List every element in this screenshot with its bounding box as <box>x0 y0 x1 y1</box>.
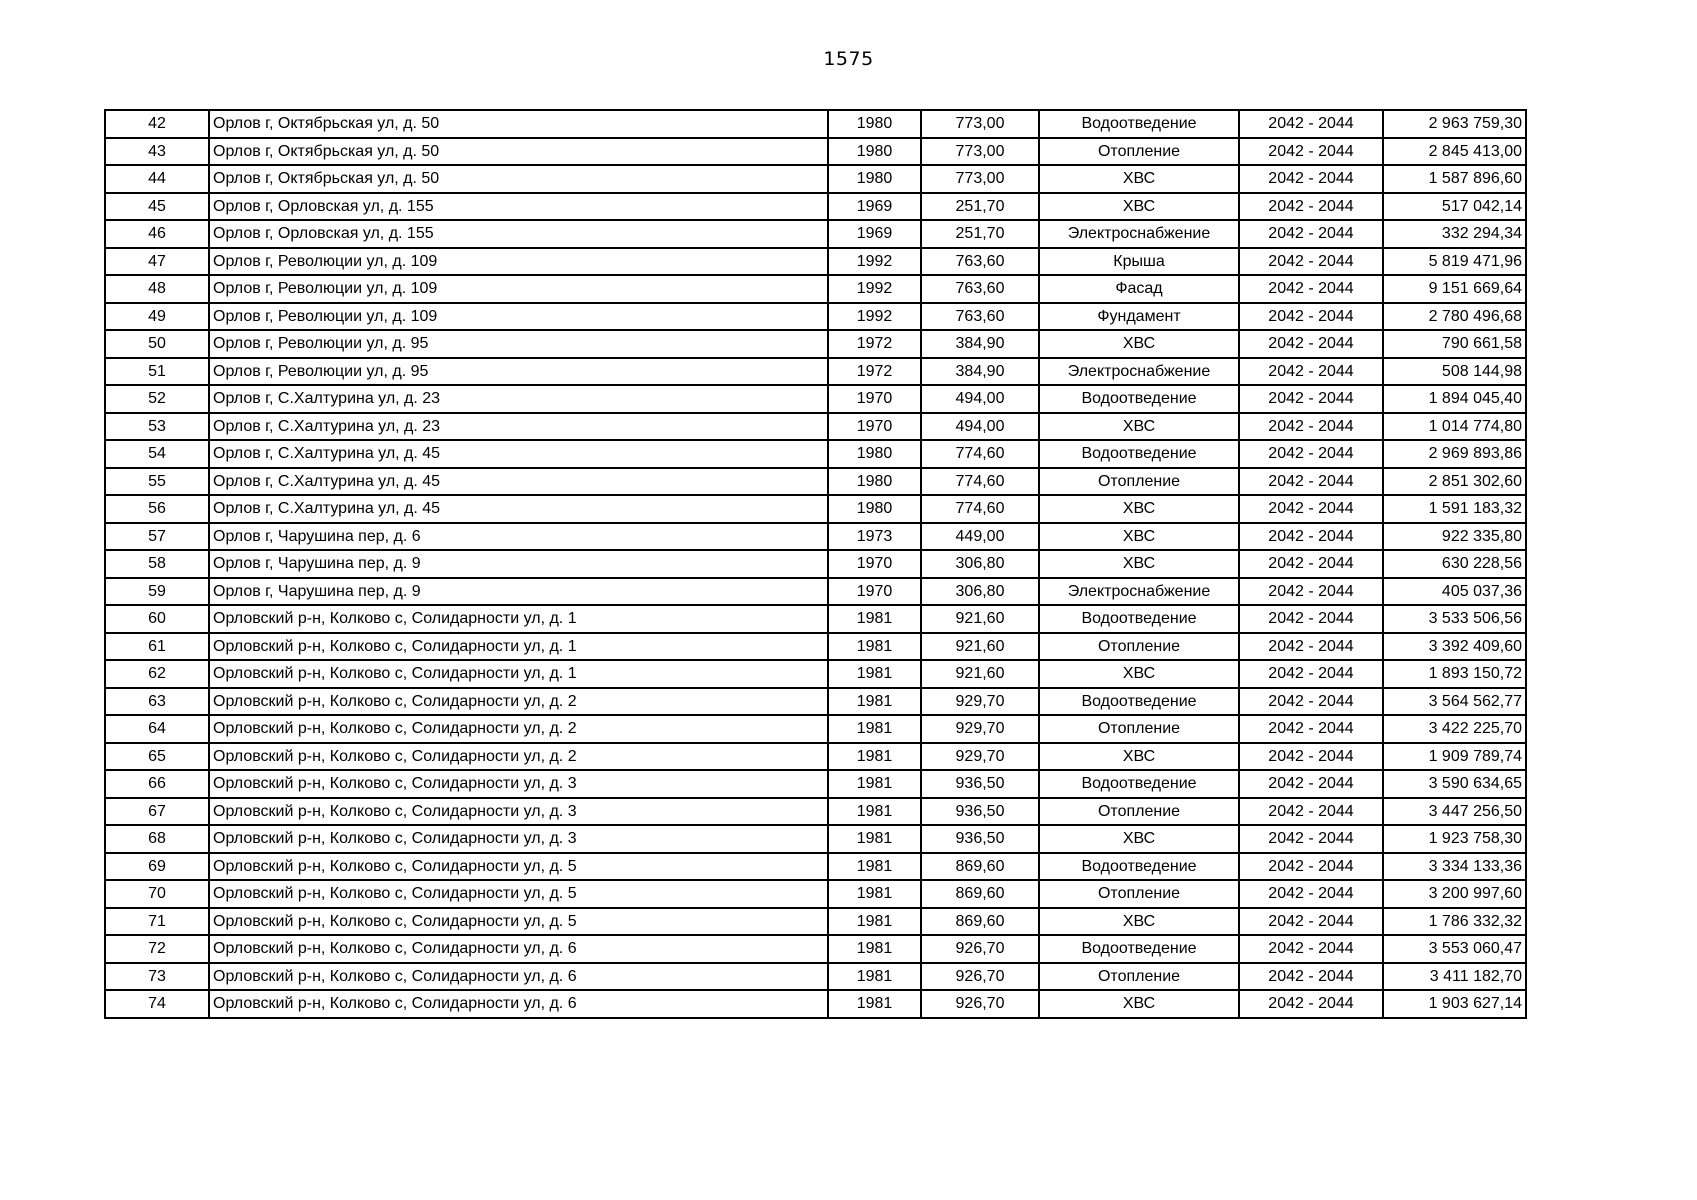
area-cell: 774,60 <box>921 440 1039 468</box>
work-type-cell: ХВС <box>1039 523 1239 551</box>
address-cell: Орловский р-н, Колково с, Солидарности ул, д. 5 <box>209 880 828 908</box>
work-type-cell: Водоотведение <box>1039 605 1239 633</box>
period-cell: 2042 - 2044 <box>1239 220 1383 248</box>
period-cell: 2042 - 2044 <box>1239 853 1383 881</box>
address-cell: Орлов г, Октябрьская ул, д. 50 <box>209 165 828 193</box>
area-cell: 251,70 <box>921 220 1039 248</box>
table-row <box>105 248 1526 276</box>
row-number-cell: 68 <box>105 825 209 853</box>
area-cell: 936,50 <box>921 798 1039 826</box>
table-row <box>105 605 1526 633</box>
table-row <box>105 935 1526 963</box>
row-number-cell: 57 <box>105 523 209 551</box>
area-cell: 494,00 <box>921 385 1039 413</box>
year-cell: 1981 <box>828 853 921 881</box>
table-row <box>105 495 1526 523</box>
work-type-cell: ХВС <box>1039 550 1239 578</box>
year-cell: 1992 <box>828 303 921 331</box>
cost-cell: 3 422 225,70 <box>1383 715 1526 743</box>
area-cell: 494,00 <box>921 413 1039 441</box>
year-cell: 1981 <box>828 605 921 633</box>
work-type-cell: ХВС <box>1039 193 1239 221</box>
table-row <box>105 633 1526 661</box>
row-number-cell: 60 <box>105 605 209 633</box>
period-cell: 2042 - 2044 <box>1239 440 1383 468</box>
address-cell: Орловский р-н, Колково с, Солидарности ул, д. 5 <box>209 908 828 936</box>
table-row <box>105 220 1526 248</box>
work-type-cell: Отопление <box>1039 715 1239 743</box>
row-number-cell: 56 <box>105 495 209 523</box>
period-cell: 2042 - 2044 <box>1239 743 1383 771</box>
year-cell: 1970 <box>828 385 921 413</box>
row-number-cell: 59 <box>105 578 209 606</box>
address-cell: Орлов г, Октябрьская ул, д. 50 <box>209 110 828 138</box>
year-cell: 1969 <box>828 193 921 221</box>
row-number-cell: 42 <box>105 110 209 138</box>
page-number: 1575 <box>823 48 874 70</box>
cost-cell: 508 144,98 <box>1383 358 1526 386</box>
area-cell: 921,60 <box>921 633 1039 661</box>
year-cell: 1981 <box>828 990 921 1018</box>
work-type-cell: Отопление <box>1039 963 1239 991</box>
work-type-cell: ХВС <box>1039 413 1239 441</box>
cost-cell: 1 903 627,14 <box>1383 990 1526 1018</box>
address-cell: Орловский р-н, Колково с, Солидарности ул, д. 6 <box>209 963 828 991</box>
row-number-cell: 50 <box>105 330 209 358</box>
period-cell: 2042 - 2044 <box>1239 578 1383 606</box>
address-cell: Орловский р-н, Колково с, Солидарности ул, д. 6 <box>209 990 828 1018</box>
table-row <box>105 660 1526 688</box>
address-cell: Орлов г, Революции ул, д. 95 <box>209 358 828 386</box>
table-row <box>105 908 1526 936</box>
year-cell: 1980 <box>828 440 921 468</box>
year-cell: 1981 <box>828 660 921 688</box>
area-cell: 773,00 <box>921 110 1039 138</box>
work-type-cell: Водоотведение <box>1039 440 1239 468</box>
cost-cell: 3 200 997,60 <box>1383 880 1526 908</box>
table-row <box>105 743 1526 771</box>
period-cell: 2042 - 2044 <box>1239 990 1383 1018</box>
period-cell: 2042 - 2044 <box>1239 633 1383 661</box>
table-row <box>105 798 1526 826</box>
period-cell: 2042 - 2044 <box>1239 303 1383 331</box>
table-row <box>105 853 1526 881</box>
area-cell: 921,60 <box>921 605 1039 633</box>
cost-cell: 2 845 413,00 <box>1383 138 1526 166</box>
year-cell: 1980 <box>828 165 921 193</box>
work-type-cell: Фундамент <box>1039 303 1239 331</box>
period-cell: 2042 - 2044 <box>1239 715 1383 743</box>
table-row <box>105 523 1526 551</box>
work-type-cell: Водоотведение <box>1039 385 1239 413</box>
row-number-cell: 58 <box>105 550 209 578</box>
period-cell: 2042 - 2044 <box>1239 330 1383 358</box>
row-number-cell: 64 <box>105 715 209 743</box>
row-number-cell: 46 <box>105 220 209 248</box>
row-number-cell: 69 <box>105 853 209 881</box>
address-cell: Орловский р-н, Колково с, Солидарности ул, д. 2 <box>209 688 828 716</box>
area-cell: 926,70 <box>921 990 1039 1018</box>
area-cell: 763,60 <box>921 303 1039 331</box>
year-cell: 1972 <box>828 330 921 358</box>
address-cell: Орлов г, Орловская ул, д. 155 <box>209 220 828 248</box>
address-cell: Орловский р-н, Колково с, Солидарности ул, д. 3 <box>209 770 828 798</box>
period-cell: 2042 - 2044 <box>1239 770 1383 798</box>
work-type-cell: Фасад <box>1039 275 1239 303</box>
year-cell: 1981 <box>828 880 921 908</box>
area-cell: 773,00 <box>921 165 1039 193</box>
row-number-cell: 74 <box>105 990 209 1018</box>
address-cell: Орлов г, С.Халтурина ул, д. 45 <box>209 440 828 468</box>
period-cell: 2042 - 2044 <box>1239 495 1383 523</box>
work-type-cell: ХВС <box>1039 743 1239 771</box>
cost-cell: 630 228,56 <box>1383 550 1526 578</box>
work-type-cell: ХВС <box>1039 990 1239 1018</box>
table-row <box>105 880 1526 908</box>
year-cell: 1970 <box>828 413 921 441</box>
cost-cell: 332 294,34 <box>1383 220 1526 248</box>
address-cell: Орлов г, Революции ул, д. 109 <box>209 275 828 303</box>
address-cell: Орлов г, Орловская ул, д. 155 <box>209 193 828 221</box>
year-cell: 1972 <box>828 358 921 386</box>
year-cell: 1981 <box>828 688 921 716</box>
work-type-cell: Крыша <box>1039 248 1239 276</box>
cost-cell: 3 564 562,77 <box>1383 688 1526 716</box>
period-cell: 2042 - 2044 <box>1239 963 1383 991</box>
row-number-cell: 54 <box>105 440 209 468</box>
area-cell: 926,70 <box>921 963 1039 991</box>
cost-cell: 3 533 506,56 <box>1383 605 1526 633</box>
year-cell: 1973 <box>828 523 921 551</box>
work-type-cell: Водоотведение <box>1039 110 1239 138</box>
year-cell: 1981 <box>828 743 921 771</box>
area-cell: 929,70 <box>921 743 1039 771</box>
address-cell: Орловский р-н, Колково с, Солидарности ул, д. 6 <box>209 935 828 963</box>
year-cell: 1969 <box>828 220 921 248</box>
cost-cell: 9 151 669,64 <box>1383 275 1526 303</box>
work-type-cell: Электроснабжение <box>1039 358 1239 386</box>
work-type-cell: Отопление <box>1039 633 1239 661</box>
table-row <box>105 358 1526 386</box>
cost-cell: 1 587 896,60 <box>1383 165 1526 193</box>
work-type-cell: ХВС <box>1039 825 1239 853</box>
address-cell: Орловский р-н, Колково с, Солидарности ул, д. 1 <box>209 660 828 688</box>
row-number-cell: 65 <box>105 743 209 771</box>
table-row <box>105 193 1526 221</box>
year-cell: 1992 <box>828 275 921 303</box>
cost-cell: 3 411 182,70 <box>1383 963 1526 991</box>
cost-cell: 517 042,14 <box>1383 193 1526 221</box>
area-cell: 926,70 <box>921 935 1039 963</box>
address-cell: Орлов г, Революции ул, д. 109 <box>209 248 828 276</box>
row-number-cell: 61 <box>105 633 209 661</box>
work-type-cell: ХВС <box>1039 908 1239 936</box>
row-number-cell: 45 <box>105 193 209 221</box>
address-cell: Орловский р-н, Колково с, Солидарности ул, д. 2 <box>209 715 828 743</box>
table-row <box>105 688 1526 716</box>
cost-cell: 3 553 060,47 <box>1383 935 1526 963</box>
period-cell: 2042 - 2044 <box>1239 935 1383 963</box>
period-cell: 2042 - 2044 <box>1239 825 1383 853</box>
work-type-cell: ХВС <box>1039 330 1239 358</box>
year-cell: 1980 <box>828 468 921 496</box>
work-type-cell: Отопление <box>1039 138 1239 166</box>
row-number-cell: 71 <box>105 908 209 936</box>
period-cell: 2042 - 2044 <box>1239 605 1383 633</box>
address-cell: Орлов г, Октябрьская ул, д. 50 <box>209 138 828 166</box>
period-cell: 2042 - 2044 <box>1239 468 1383 496</box>
table-row <box>105 825 1526 853</box>
address-cell: Орлов г, Революции ул, д. 109 <box>209 303 828 331</box>
address-cell: Орловский р-н, Колково с, Солидарности ул, д. 5 <box>209 853 828 881</box>
year-cell: 1980 <box>828 138 921 166</box>
cost-cell: 3 334 133,36 <box>1383 853 1526 881</box>
table-row <box>105 440 1526 468</box>
row-number-cell: 66 <box>105 770 209 798</box>
cost-cell: 5 819 471,96 <box>1383 248 1526 276</box>
row-number-cell: 73 <box>105 963 209 991</box>
area-cell: 251,70 <box>921 193 1039 221</box>
area-cell: 921,60 <box>921 660 1039 688</box>
row-number-cell: 55 <box>105 468 209 496</box>
period-cell: 2042 - 2044 <box>1239 110 1383 138</box>
year-cell: 1981 <box>828 770 921 798</box>
cost-cell: 922 335,80 <box>1383 523 1526 551</box>
year-cell: 1981 <box>828 825 921 853</box>
row-number-cell: 72 <box>105 935 209 963</box>
area-cell: 306,80 <box>921 550 1039 578</box>
period-cell: 2042 - 2044 <box>1239 550 1383 578</box>
period-cell: 2042 - 2044 <box>1239 413 1383 441</box>
year-cell: 1981 <box>828 935 921 963</box>
area-cell: 936,50 <box>921 770 1039 798</box>
area-cell: 773,00 <box>921 138 1039 166</box>
table-row <box>105 963 1526 991</box>
cost-cell: 790 661,58 <box>1383 330 1526 358</box>
address-cell: Орлов г, Чарушина пер, д. 9 <box>209 550 828 578</box>
year-cell: 1970 <box>828 578 921 606</box>
area-cell: 774,60 <box>921 468 1039 496</box>
area-cell: 774,60 <box>921 495 1039 523</box>
year-cell: 1980 <box>828 495 921 523</box>
cost-cell: 2 851 302,60 <box>1383 468 1526 496</box>
work-type-cell: ХВС <box>1039 660 1239 688</box>
table-row <box>105 330 1526 358</box>
address-cell: Орлов г, Революции ул, д. 95 <box>209 330 828 358</box>
row-number-cell: 48 <box>105 275 209 303</box>
table-row <box>105 990 1526 1018</box>
address-cell: Орловский р-н, Колково с, Солидарности ул, д. 2 <box>209 743 828 771</box>
area-cell: 869,60 <box>921 853 1039 881</box>
table-row <box>105 303 1526 331</box>
period-cell: 2042 - 2044 <box>1239 248 1383 276</box>
area-cell: 306,80 <box>921 578 1039 606</box>
period-cell: 2042 - 2044 <box>1239 193 1383 221</box>
table-row <box>105 770 1526 798</box>
area-cell: 929,70 <box>921 715 1039 743</box>
year-cell: 1981 <box>828 633 921 661</box>
table-row <box>105 578 1526 606</box>
table-row <box>105 413 1526 441</box>
table-body <box>105 110 1526 1018</box>
table-row <box>105 275 1526 303</box>
work-type-cell: Отопление <box>1039 798 1239 826</box>
period-cell: 2042 - 2044 <box>1239 660 1383 688</box>
row-number-cell: 62 <box>105 660 209 688</box>
work-type-cell: ХВС <box>1039 495 1239 523</box>
address-cell: Орлов г, С.Халтурина ул, д. 45 <box>209 495 828 523</box>
period-cell: 2042 - 2044 <box>1239 908 1383 936</box>
cost-cell: 2 780 496,68 <box>1383 303 1526 331</box>
table-row <box>105 165 1526 193</box>
table-row <box>105 550 1526 578</box>
area-cell: 449,00 <box>921 523 1039 551</box>
area-cell: 936,50 <box>921 825 1039 853</box>
work-type-cell: Электроснабжение <box>1039 220 1239 248</box>
year-cell: 1981 <box>828 908 921 936</box>
row-number-cell: 67 <box>105 798 209 826</box>
period-cell: 2042 - 2044 <box>1239 385 1383 413</box>
address-cell: Орлов г, С.Халтурина ул, д. 23 <box>209 413 828 441</box>
address-cell: Орловский р-н, Колково с, Солидарности ул, д. 1 <box>209 633 828 661</box>
work-type-cell: Отопление <box>1039 880 1239 908</box>
table-row <box>105 468 1526 496</box>
address-cell: Орловский р-н, Колково с, Солидарности ул, д. 1 <box>209 605 828 633</box>
table-row <box>105 138 1526 166</box>
row-number-cell: 63 <box>105 688 209 716</box>
cost-cell: 1 591 183,32 <box>1383 495 1526 523</box>
period-cell: 2042 - 2044 <box>1239 138 1383 166</box>
cost-cell: 3 392 409,60 <box>1383 633 1526 661</box>
table-row <box>105 715 1526 743</box>
year-cell: 1981 <box>828 963 921 991</box>
work-type-cell: ХВС <box>1039 165 1239 193</box>
work-type-cell: Водоотведение <box>1039 853 1239 881</box>
period-cell: 2042 - 2044 <box>1239 880 1383 908</box>
year-cell: 1980 <box>828 110 921 138</box>
work-type-cell: Электроснабжение <box>1039 578 1239 606</box>
address-cell: Орлов г, Чарушина пер, д. 9 <box>209 578 828 606</box>
period-cell: 2042 - 2044 <box>1239 798 1383 826</box>
work-type-cell: Водоотведение <box>1039 770 1239 798</box>
area-cell: 929,70 <box>921 688 1039 716</box>
period-cell: 2042 - 2044 <box>1239 688 1383 716</box>
row-number-cell: 44 <box>105 165 209 193</box>
cost-cell: 1 014 774,80 <box>1383 413 1526 441</box>
area-cell: 763,60 <box>921 248 1039 276</box>
period-cell: 2042 - 2044 <box>1239 358 1383 386</box>
cost-cell: 1 894 045,40 <box>1383 385 1526 413</box>
address-cell: Орлов г, Чарушина пер, д. 6 <box>209 523 828 551</box>
work-type-cell: Отопление <box>1039 468 1239 496</box>
address-cell: Орловский р-н, Колково с, Солидарности ул, д. 3 <box>209 798 828 826</box>
row-number-cell: 51 <box>105 358 209 386</box>
cost-cell: 1 923 758,30 <box>1383 825 1526 853</box>
cost-cell: 1 909 789,74 <box>1383 743 1526 771</box>
area-cell: 869,60 <box>921 908 1039 936</box>
year-cell: 1981 <box>828 715 921 743</box>
row-number-cell: 47 <box>105 248 209 276</box>
table-row <box>105 385 1526 413</box>
row-number-cell: 49 <box>105 303 209 331</box>
row-number-cell: 52 <box>105 385 209 413</box>
period-cell: 2042 - 2044 <box>1239 165 1383 193</box>
address-cell: Орлов г, С.Халтурина ул, д. 45 <box>209 468 828 496</box>
cost-cell: 3 590 634,65 <box>1383 770 1526 798</box>
row-number-cell: 53 <box>105 413 209 441</box>
period-cell: 2042 - 2044 <box>1239 523 1383 551</box>
work-type-cell: Водоотведение <box>1039 688 1239 716</box>
row-number-cell: 43 <box>105 138 209 166</box>
area-cell: 384,90 <box>921 330 1039 358</box>
area-cell: 763,60 <box>921 275 1039 303</box>
row-number-cell: 70 <box>105 880 209 908</box>
cost-cell: 405 037,36 <box>1383 578 1526 606</box>
cost-cell: 3 447 256,50 <box>1383 798 1526 826</box>
address-cell: Орловский р-н, Колково с, Солидарности ул, д. 3 <box>209 825 828 853</box>
table-row <box>105 110 1526 138</box>
year-cell: 1992 <box>828 248 921 276</box>
area-cell: 869,60 <box>921 880 1039 908</box>
cost-cell: 1 786 332,32 <box>1383 908 1526 936</box>
year-cell: 1981 <box>828 798 921 826</box>
registry-table <box>104 109 1527 1019</box>
cost-cell: 2 969 893,86 <box>1383 440 1526 468</box>
year-cell: 1970 <box>828 550 921 578</box>
period-cell: 2042 - 2044 <box>1239 275 1383 303</box>
cost-cell: 2 963 759,30 <box>1383 110 1526 138</box>
cost-cell: 1 893 150,72 <box>1383 660 1526 688</box>
address-cell: Орлов г, С.Халтурина ул, д. 23 <box>209 385 828 413</box>
area-cell: 384,90 <box>921 358 1039 386</box>
work-type-cell: Водоотведение <box>1039 935 1239 963</box>
